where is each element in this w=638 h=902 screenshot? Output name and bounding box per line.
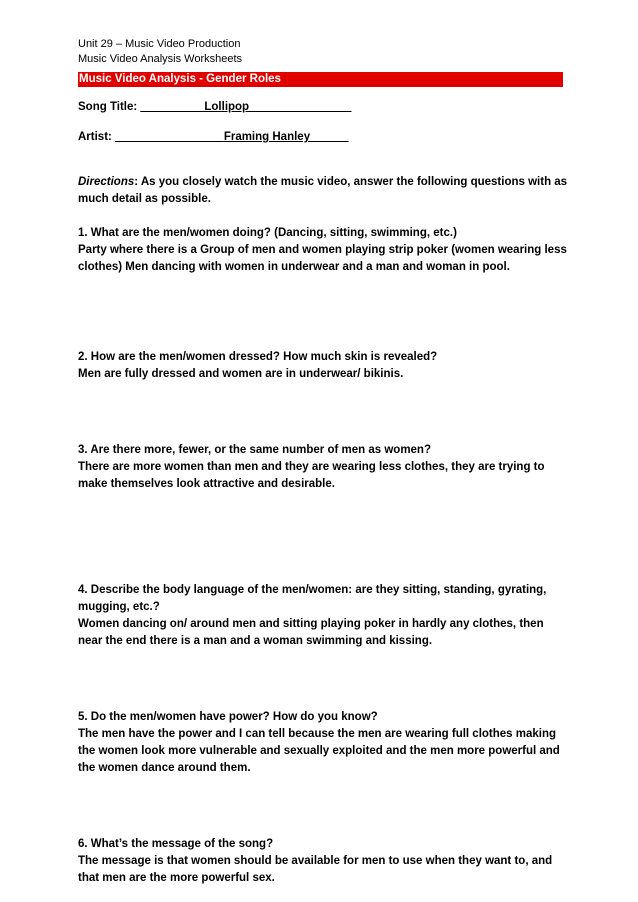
worksheet-subtitle: Music Video Analysis Worksheets: [78, 53, 243, 65]
song-title-value: Lollipop: [204, 101, 250, 113]
question-2: 2. How are the men/women dressed? How much skin is revealed?: [78, 351, 438, 363]
song-title-pad-before: __________: [140, 101, 205, 113]
directions-label: Directions: [78, 176, 135, 188]
song-title-field: [78, 99, 568, 116]
question-4: 4. Describe the body language of the men/women: are they sitting, standing, gyrating, mugging, etc.?: [78, 584, 547, 613]
section-title-bar: Music Video Analysis - Gender Roles: [78, 72, 563, 87]
answer-4: Women dancing on/ around men and sitting playing poker in hardly any clothes, then near the end there is a man and a woman swimming and kissing.: [78, 618, 544, 647]
artist-field: [78, 129, 568, 146]
artist-label: Artist:: [78, 131, 112, 143]
artist-pad-before: _________________: [115, 131, 224, 143]
unit-header: Unit 29 – Music Video Production: [78, 38, 241, 50]
worksheet-page: [78, 37, 568, 887]
question-3: 3. Are there more, fewer, or the same number of men as women?: [78, 444, 431, 456]
song-title-label: Song Title:: [78, 101, 138, 113]
question-1: 1. What are the men/women doing? (Dancing, sitting, swimming, etc.): [78, 227, 457, 239]
directions: [78, 174, 568, 208]
directions-text: : As you closely watch the music video, answer the following questions with as much detail as possible.: [78, 176, 568, 205]
answer-6: The message is that women should be available for men to use when they want to, and that men are the more powerful sex.: [78, 855, 553, 884]
artist-pad-after: ______: [310, 131, 349, 143]
answer-1: Party where there is a Group of men and women playing strip poker (women wearing less clothes) Men dancing with women in underwear and a man and woman in pool.: [78, 244, 567, 273]
answer-2: Men are fully dressed and women are in underwear/ bikinis.: [78, 368, 404, 380]
question-6: 6. What’s the message of the song?: [78, 838, 274, 850]
answer-3: There are more women than men and they are wearing less clothes, they are trying to make themselves look attractive and desirable.: [78, 461, 545, 490]
question-5: 5. Do the men/women have power? How do you know?: [78, 711, 378, 723]
song-title-pad-after: ________________: [249, 101, 352, 113]
artist-value: Framing Hanley: [223, 131, 311, 143]
answer-5: The men have the power and I can tell because the men are wearing full clothes making the women look more vulnerable and sexually exploited and the men more powerful and the women dance around them.: [78, 728, 560, 774]
